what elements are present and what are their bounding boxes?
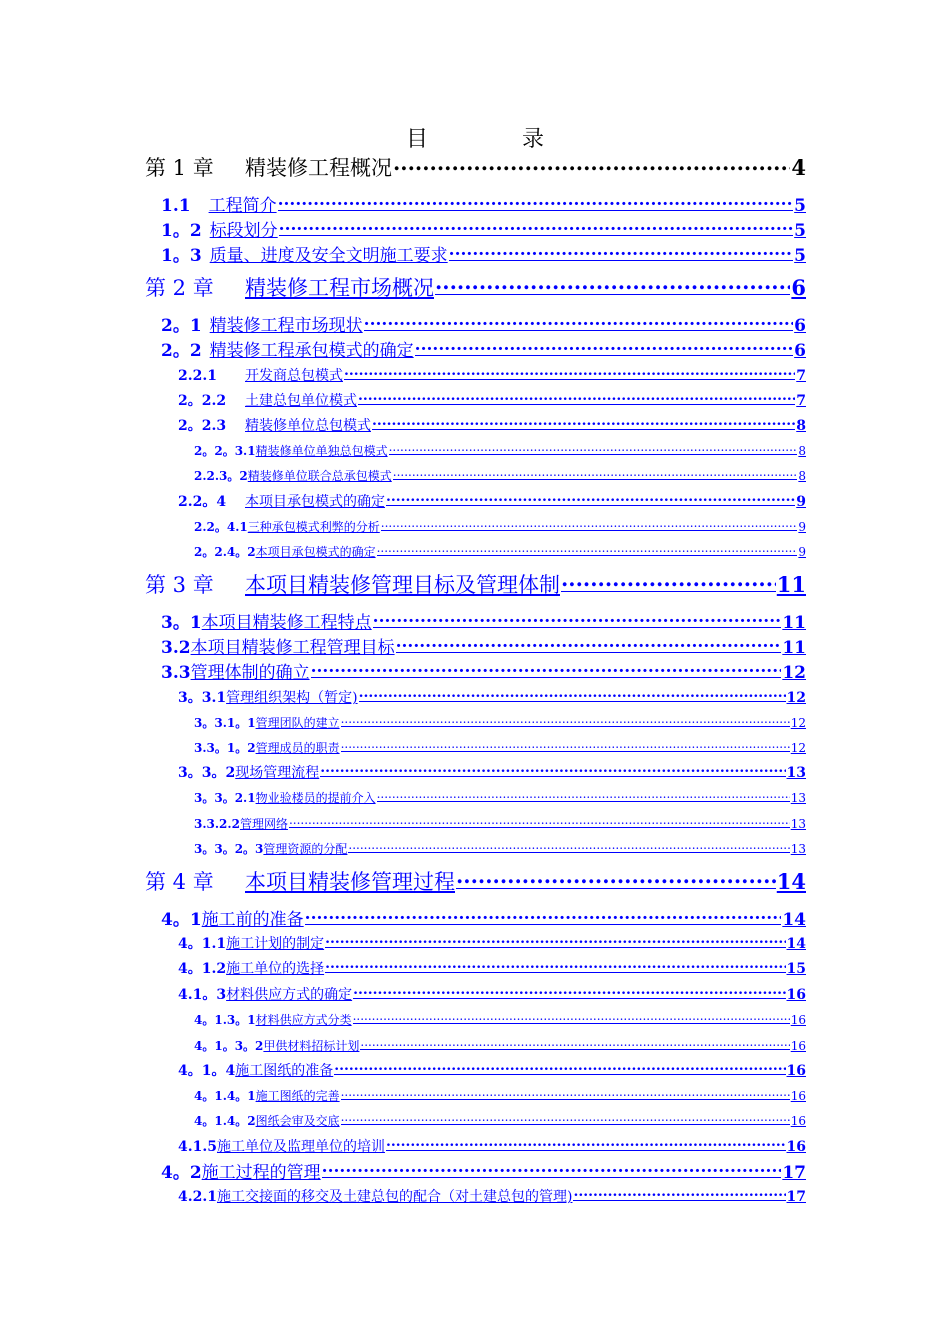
toc-entry-level-2[interactable]: [161, 658, 806, 683]
toc-page-number: 12: [782, 663, 806, 683]
toc-entry-label: [178, 1136, 385, 1156]
toc-entry-label: [161, 241, 448, 266]
toc-entry-level-1[interactable]: [145, 272, 806, 302]
toc-entry-number: 2.2.3。2: [194, 469, 248, 483]
toc-entry-level-1[interactable]: [145, 569, 806, 599]
toc-entry-label: [194, 815, 288, 832]
toc-entry-label: [178, 1186, 572, 1206]
toc-leader-dots: [279, 219, 793, 236]
toc-page-number: 9: [796, 494, 806, 510]
toc-leader-dots: [377, 790, 790, 802]
toc-entry-number: 第 1 章: [145, 156, 214, 180]
toc-page-number: 14: [786, 936, 806, 952]
toc-page-number: 5: [794, 246, 806, 266]
toc-entry-level-4[interactable]: [194, 815, 806, 832]
toc-entry-label: [194, 1087, 340, 1104]
toc-entry-label: [194, 739, 340, 756]
toc-leader-dots: [320, 763, 785, 777]
toc-page-number: 16: [786, 1139, 806, 1155]
toc-entry-label: [178, 762, 319, 782]
toc-entry-text: 物业验楼员的提前介入: [255, 791, 376, 805]
toc-entry-number: 4.1。3: [178, 987, 227, 1003]
toc-entry-text: 精装修工程市场概况: [245, 276, 434, 300]
toc-entry-text: 土建总包单位模式: [245, 393, 357, 409]
toc-page-number: 6: [794, 316, 806, 336]
toc-entry-number: 3。3。2。3: [194, 842, 264, 856]
toc-entry-number: 2。2。3.1: [194, 444, 256, 458]
toc-entry-level-4[interactable]: [194, 442, 806, 459]
toc-entry-level-2[interactable]: [161, 336, 806, 361]
toc-entry-level-3[interactable]: [178, 390, 806, 410]
toc-entry-level-4[interactable]: [194, 1112, 806, 1129]
toc-entry-text: 图纸会审及交底: [255, 1114, 340, 1128]
toc-entry-label: [161, 191, 277, 216]
toc-entry-number: 1。3: [161, 246, 202, 266]
toc-entry-label: [194, 518, 380, 535]
toc-entry-text: 管理团队的建立: [255, 716, 340, 730]
toc-leader-dots: [325, 959, 785, 973]
toc-entry-level-2[interactable]: [161, 633, 806, 658]
toc-page-number: 5: [794, 221, 806, 241]
toc-entry-text: 精装修工程市场现状: [209, 316, 363, 336]
toc-leader-dots: [353, 1012, 790, 1024]
toc-entry-number: 4。1.2: [178, 961, 227, 977]
toc-leader-dots: [359, 688, 786, 702]
toc-leader-dots: [341, 1113, 790, 1125]
toc-page-number: 16: [790, 1089, 806, 1103]
toc-leader-dots: [386, 1137, 786, 1151]
toc-entry-level-1[interactable]: [145, 866, 806, 896]
toc-entry-text: 现场管理流程: [235, 765, 320, 781]
toc-leader-dots: [289, 816, 790, 828]
toc-entry-number: 2。2: [161, 341, 202, 361]
toc-page-number: 15: [786, 961, 806, 977]
toc-entry-level-4[interactable]: [194, 739, 806, 756]
toc-entry-text: 施工计划的制定: [226, 936, 325, 952]
toc-entry-label: [145, 152, 392, 182]
toc-entry-text: 质量、进度及安全文明施工要求: [209, 246, 448, 266]
toc-entry-number: 3。3.1。1: [194, 716, 256, 730]
toc-entry-label: [178, 958, 324, 978]
toc-entry-number: 2。2.2: [178, 393, 227, 409]
toc-entry-number: 4。1.4。2: [194, 1114, 256, 1128]
toc-entry-level-4[interactable]: [194, 543, 806, 560]
toc-entry-number: 2。2.4。2: [194, 545, 256, 559]
toc-page-number: 12: [786, 690, 806, 706]
toc-leader-dots: [381, 519, 798, 531]
toc-leader-dots: [389, 443, 798, 455]
toc-entry-label: [178, 365, 343, 385]
toc-entry-text: 甲供材料招标计划: [263, 1039, 360, 1053]
toc-page-number: 12: [790, 716, 806, 730]
toc-page-number: 9: [798, 545, 806, 559]
toc-entry-level-3[interactable]: [178, 1186, 806, 1206]
toc-entry-level-4[interactable]: [194, 1011, 806, 1028]
toc-entry-label: [178, 491, 385, 511]
toc-entry-label: [194, 442, 388, 459]
toc-entry-level-2[interactable]: [161, 1158, 806, 1183]
toc-entry-number: 4。1.3。1: [194, 1013, 256, 1027]
toc-entry-level-1: [145, 152, 806, 182]
toc-entry-text: 本项目精装修管理过程: [245, 870, 455, 894]
toc-leader-dots: [364, 314, 793, 331]
toc-entry-level-3[interactable]: [178, 958, 806, 978]
toc-leader-dots: [322, 1161, 782, 1178]
toc-entry-level-3[interactable]: [178, 687, 806, 707]
toc-leader-dots: [435, 274, 790, 295]
toc-entry-number: 2。1: [161, 316, 202, 336]
toc-leader-dots: [360, 1038, 789, 1050]
toc-entry-level-3[interactable]: [178, 762, 806, 782]
toc-page-number: 17: [782, 1163, 806, 1183]
toc-entry-text: 施工单位的选择: [226, 961, 325, 977]
toc-entry-level-4[interactable]: [194, 518, 806, 535]
toc-page-number: 6: [794, 341, 806, 361]
toc-entry-label: [161, 216, 278, 241]
toc-entry-number: 1.1: [161, 196, 191, 216]
toc-entry-label: [161, 633, 395, 658]
toc-entry-text: 管理组织架构（暂定): [226, 690, 358, 706]
toc-entry-number: 2.2.1: [178, 368, 217, 384]
toc-entry-level-4[interactable]: [194, 840, 806, 857]
toc-entry-level-2[interactable]: [161, 191, 806, 216]
toc-entry-text: 精装修单位总包模式: [245, 418, 371, 434]
toc-leader-dots: [341, 740, 790, 752]
toc-entry-level-4[interactable]: [194, 467, 806, 484]
toc-entry-number: 3.2: [161, 638, 191, 658]
toc-title: 目 录: [405, 127, 580, 152]
toc-entry-text: 施工单位及监理单位的培训: [216, 1139, 385, 1155]
toc-leader-dots: [377, 544, 798, 556]
toc-leader-dots: [334, 1061, 785, 1075]
toc-leader-dots: [373, 611, 782, 628]
toc-entry-number: 2。2.3: [178, 418, 227, 434]
toc-entry-label: [194, 467, 392, 484]
toc-entry-level-4[interactable]: [194, 1037, 806, 1054]
toc-entry-text: 精装修工程概况: [245, 156, 392, 180]
toc-entry-level-2[interactable]: [161, 311, 806, 336]
toc-entry-text: 施工图纸的准备: [235, 1063, 334, 1079]
toc-page-number: 4: [791, 155, 806, 180]
toc-page-number: 13: [790, 791, 806, 805]
toc-entry-text: 本项目承包模式的确定: [255, 545, 376, 559]
toc-leader-dots: [561, 571, 776, 592]
toc-leader-dots: [348, 841, 789, 853]
toc-page-number: 9: [798, 520, 806, 534]
toc-entry-number: 3。3.1: [178, 690, 227, 706]
toc-entry-text: 本项目承包模式的确定: [245, 494, 385, 510]
toc-page-number: 7: [796, 368, 806, 384]
toc-entry-number: 4。1。4: [178, 1063, 236, 1079]
toc-page-number: 8: [798, 444, 806, 458]
toc-entry-text: 管理网络: [239, 817, 288, 831]
toc-entry-level-3[interactable]: [178, 1060, 806, 1080]
toc-page-number: 13: [786, 765, 806, 781]
toc-entry-text: 三种承包模式利弊的分析: [247, 520, 380, 534]
toc-leader-dots: [353, 985, 785, 999]
toc-entry-label: [178, 1060, 333, 1080]
toc-entry-text: 施工前的准备: [201, 910, 304, 930]
toc-entry-label: [161, 905, 304, 930]
toc-entry-number: 1。2: [161, 221, 202, 241]
toc-entry-number: 4.1.5: [178, 1139, 217, 1155]
toc-page-number: 16: [786, 1063, 806, 1079]
toc-page-number: 11: [782, 613, 806, 633]
toc-page-number: 8: [796, 418, 806, 434]
toc-entry-number: 3.3: [161, 663, 191, 683]
toc-entry-number: 2.2。4: [178, 494, 227, 510]
toc-page-number: 6: [791, 275, 806, 300]
toc-entry-number: 4。1: [161, 910, 202, 930]
toc-page-number: 12: [790, 741, 806, 755]
toc-entry-number: 3。1: [161, 613, 202, 633]
toc-entry-label: [161, 311, 363, 336]
toc-entry-label: [194, 840, 347, 857]
toc-leader-dots: [415, 339, 793, 356]
toc-entry-label: [161, 658, 310, 683]
toc-entry-text: 开发商总包模式: [245, 368, 343, 384]
toc-entry-label: [194, 543, 376, 560]
toc-entry-number: 4。1。3。2: [194, 1039, 264, 1053]
toc-entry-level-3[interactable]: [178, 933, 806, 953]
toc-entry-text: 本项目精装修工程特点: [201, 613, 372, 633]
toc-entry-text: 材料供应方式分类: [255, 1013, 352, 1027]
toc-entry-text: 本项目精装修管理目标及管理体制: [245, 573, 560, 597]
toc-entry-label: [194, 1037, 359, 1054]
toc-page-number: 16: [790, 1013, 806, 1027]
toc-entry-label: [178, 687, 358, 707]
toc-leader-dots: [393, 468, 798, 480]
toc-leader-dots: [573, 1187, 785, 1201]
toc-entry-text: 施工交接面的移交及土建总包的配合（对土建总包的管理): [216, 1189, 573, 1205]
toc-page-number: 17: [786, 1189, 806, 1205]
toc-entry-text: 管理成员的职责: [255, 741, 340, 755]
toc-leader-dots: [396, 636, 782, 653]
toc-entry-text: 精装修单位单独总包模式: [255, 444, 388, 458]
toc-page-number: 16: [790, 1114, 806, 1128]
toc-page-number: 13: [790, 842, 806, 856]
toc-page-number: 13: [790, 817, 806, 831]
toc-entry-number: 4。2: [161, 1163, 202, 1183]
toc-entry-number: 第 2 章: [145, 276, 214, 300]
toc-entry-label: [178, 984, 352, 1004]
toc-entry-level-4[interactable]: [194, 789, 806, 806]
toc-entry-level-2[interactable]: [161, 216, 806, 241]
toc-leader-dots: [278, 194, 794, 211]
toc-entry-number: 3。3。2.1: [194, 791, 256, 805]
toc-entry-number: 4.2.1: [178, 1189, 217, 1205]
toc-entry-level-3[interactable]: [178, 365, 806, 385]
toc-leader-dots: [341, 1088, 790, 1100]
toc-entry-number: 2.2。4.1: [194, 520, 248, 534]
toc-entry-label: [145, 866, 455, 896]
toc-entry-number: 第 4 章: [145, 870, 214, 894]
toc-entry-text: 工程简介: [208, 196, 277, 216]
toc-page-number: 11: [776, 572, 806, 597]
toc-entry-level-3[interactable]: [178, 491, 806, 511]
toc-leader-dots: [456, 868, 776, 889]
toc-entry-level-3[interactable]: [178, 1136, 806, 1156]
toc-leader-dots: [393, 154, 790, 175]
toc-leader-dots: [358, 391, 795, 405]
toc-entry-label: [161, 1158, 321, 1183]
toc-entry-label: [145, 569, 560, 599]
toc-entry-number: 3.3.2.2: [194, 817, 240, 831]
toc-entry-number: 3。3。2: [178, 765, 236, 781]
toc-entry-level-2[interactable]: [161, 608, 806, 633]
toc-entry-text: 精装修单位联合总承包模式: [247, 469, 392, 483]
toc-entry-text: 标段划分: [209, 221, 278, 241]
toc-entry-text: 管理资源的分配: [263, 842, 348, 856]
toc-entry-label: [178, 415, 371, 435]
toc-page-number: 8: [798, 469, 806, 483]
toc-entry-label: [161, 608, 372, 633]
toc-entry-number: 4。1.4。1: [194, 1089, 256, 1103]
toc-leader-dots: [449, 244, 793, 261]
toc-leader-dots: [386, 492, 795, 506]
toc-page-number: 14: [776, 869, 806, 894]
toc-page-number: 11: [782, 638, 806, 658]
toc-entry-text: 管理体制的确立: [190, 663, 310, 683]
toc-leader-dots: [372, 416, 795, 430]
toc-entry-number: 3.3。1。2: [194, 741, 256, 755]
toc-entry-text: 施工过程的管理: [201, 1163, 321, 1183]
toc-entry-text: 施工图纸的完善: [255, 1089, 340, 1103]
toc-leader-dots: [325, 934, 785, 948]
toc-entry-label: [178, 390, 357, 410]
toc-entry-level-3[interactable]: [178, 415, 806, 435]
toc-leader-dots: [311, 661, 782, 678]
toc-entry-number: 第 3 章: [145, 573, 214, 597]
toc-entry-text: 本项目精装修工程管理目标: [190, 638, 395, 658]
toc-entry-label: [194, 714, 340, 731]
toc-entry-label: [194, 1112, 340, 1129]
toc-entry-label: [161, 336, 414, 361]
toc-page-number: 5: [794, 196, 806, 216]
toc-entry-text: 精装修工程承包模式的确定: [209, 341, 414, 361]
toc-entry-label: [178, 933, 324, 953]
toc-entry-label: [145, 272, 434, 302]
toc-page-number: 16: [790, 1039, 806, 1053]
toc-entry-label: [194, 1011, 352, 1028]
toc-leader-dots: [305, 908, 782, 925]
toc-entry-level-4[interactable]: [194, 714, 806, 731]
toc-page-number: 16: [786, 987, 806, 1003]
toc-entry-level-3[interactable]: [178, 984, 806, 1004]
toc-entry-text: 材料供应方式的确定: [226, 987, 353, 1003]
toc-entry-level-2[interactable]: [161, 241, 806, 266]
toc-leader-dots: [344, 366, 795, 380]
toc-entry-level-4[interactable]: [194, 1087, 806, 1104]
toc-entry-label: [194, 789, 376, 806]
toc-page-number: 14: [782, 910, 806, 930]
toc-entry-number: 4。1.1: [178, 936, 227, 952]
toc-entry-level-2[interactable]: [161, 905, 806, 930]
toc-leader-dots: [341, 715, 790, 727]
toc-page-number: 7: [796, 393, 806, 409]
